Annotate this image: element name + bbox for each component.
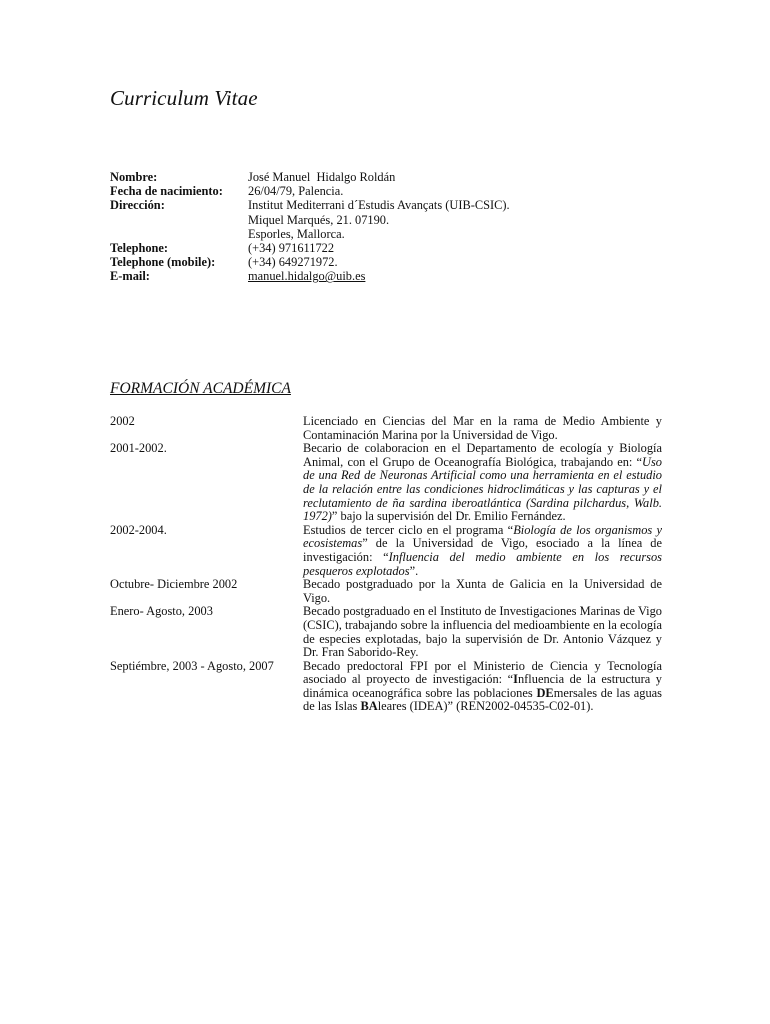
- entry-text-part: mersales de las aguas de las Islas: [303, 685, 662, 714]
- mobile-value: (+34) 649271972.: [248, 255, 338, 270]
- phone-row: [110, 241, 668, 255]
- entry-acronym-letter: BA: [360, 699, 378, 714]
- entry-date: Septiémbre, 2003 - Agosto, 2007: [110, 658, 274, 673]
- entry-text-part: Becado predoctoral FPI por el Ministerio de Ciencia y Tecnología asociado al proyecto de investigación: “: [303, 658, 662, 687]
- document-title: Curriculum Vitae: [110, 86, 258, 110]
- entry-text-part: nfluencia de la estructura y dinámica oceanográfica sobre las poblaciones: [303, 672, 662, 700]
- entry-date: 2002: [110, 414, 135, 428]
- entry-description: [303, 660, 662, 714]
- personal-info: [110, 170, 668, 284]
- address-label: Dirección:: [110, 198, 165, 213]
- formacion-entry: [110, 605, 662, 659]
- entry-description: Becado postgraduado en el Instituto de Investigaciones Marinas de Vigo (CSIC), trabajando sobre la influencia del medioambiente en la ecología de especies explotadas, bajo la supervisión de Dr. Antonio Vázquez y Dr. Fran Saborido-Rey.: [303, 604, 662, 660]
- entry-text-part: ” de la Universidad de Vigo, esociado a la línea de investigación: “: [303, 536, 662, 564]
- phone-label: Telephone:: [110, 241, 169, 256]
- entry-date: 2002-2004.: [110, 522, 167, 537]
- entry-acronym-letter: I: [513, 672, 518, 687]
- entry-description: [303, 524, 662, 578]
- entry-text-part: ”.: [409, 563, 419, 578]
- entry-program-title: Biología de los organismos y ecosistemas: [303, 522, 662, 551]
- entry-acronym-letter: DE: [536, 685, 554, 700]
- email-row: [110, 269, 668, 283]
- entry-description: [303, 442, 662, 524]
- mobile-label: Telephone (mobile):: [110, 255, 216, 270]
- formacion-entry: [110, 524, 662, 578]
- entry-text-part: leares (IDEA)” (REN2002-04535-C02-01).: [377, 699, 594, 714]
- entry-research-line: Influencia del medio ambiente en los recursos pesqueros explotados: [303, 549, 663, 578]
- name-row: [110, 170, 668, 184]
- formacion-entry: [110, 442, 662, 524]
- email-value-cell: [248, 269, 668, 283]
- address-line-3: Esporles, Mallorca.: [248, 226, 345, 241]
- birth-label: Fecha de nacimiento:: [110, 184, 223, 199]
- name-label: Nombre:: [110, 170, 158, 184]
- birth-row: [110, 184, 668, 198]
- formacion-entry: [110, 578, 662, 605]
- entry-text-part: Estudios de tercer ciclo en el programa “: [303, 522, 514, 537]
- address-line-1: Institut Mediterrani d´Estudis Avançats (UIB-CSIC).: [248, 198, 510, 213]
- address-line-2: Miquel Marqués, 21. 07190.: [248, 212, 390, 227]
- entry-date: 2001-2002.: [110, 441, 167, 456]
- formacion-entry: [110, 415, 662, 442]
- formacion-entry: [110, 660, 662, 714]
- name-value: José Manuel Hidalgo Roldán: [248, 170, 396, 184]
- formacion-heading: FORMACIÓN ACADÉMICA: [110, 380, 291, 397]
- entry-date: Enero- Agosto, 2003: [110, 604, 213, 619]
- entry-description: Becado postgraduado por la Xunta de Galicia en la Universidad de Vigo.: [303, 577, 662, 605]
- email-link[interactable]: manuel.hidalgo@uib.es: [248, 269, 366, 284]
- formacion-list: [110, 415, 662, 714]
- phone-value: (+34) 971611722: [248, 241, 335, 256]
- address-value: [248, 198, 668, 241]
- mobile-row: [110, 255, 668, 269]
- entry-text-part: ” bajo la supervisión del Dr. Emilio Fernández.: [331, 509, 566, 524]
- address-row: [110, 198, 668, 241]
- entry-text-part: Becario de colaboracion en el Departamento de ecología y Biología Animal, con el Grupo de Oceanografía Biológica, trabajando en: “: [303, 441, 662, 469]
- email-label: E-mail:: [110, 269, 150, 284]
- birth-value: 26/04/79, Palencia.: [248, 184, 344, 199]
- entry-description: Licenciado en Ciencias del Mar en la rama de Medio Ambiente y Contaminación Marina por la Universidad de Vigo.: [303, 414, 662, 442]
- entry-project-title: Uso de una Red de Neuronas Artificial como una herramienta en el estudio de la relación entre las condiciones hidroclimáticas y las capturas y el reclutamiento de ña sardina iberoatlántica (Sardina pilchardus, Walb. 1972): [303, 454, 662, 524]
- entry-date: Octubre- Diciembre 2002: [110, 577, 238, 592]
